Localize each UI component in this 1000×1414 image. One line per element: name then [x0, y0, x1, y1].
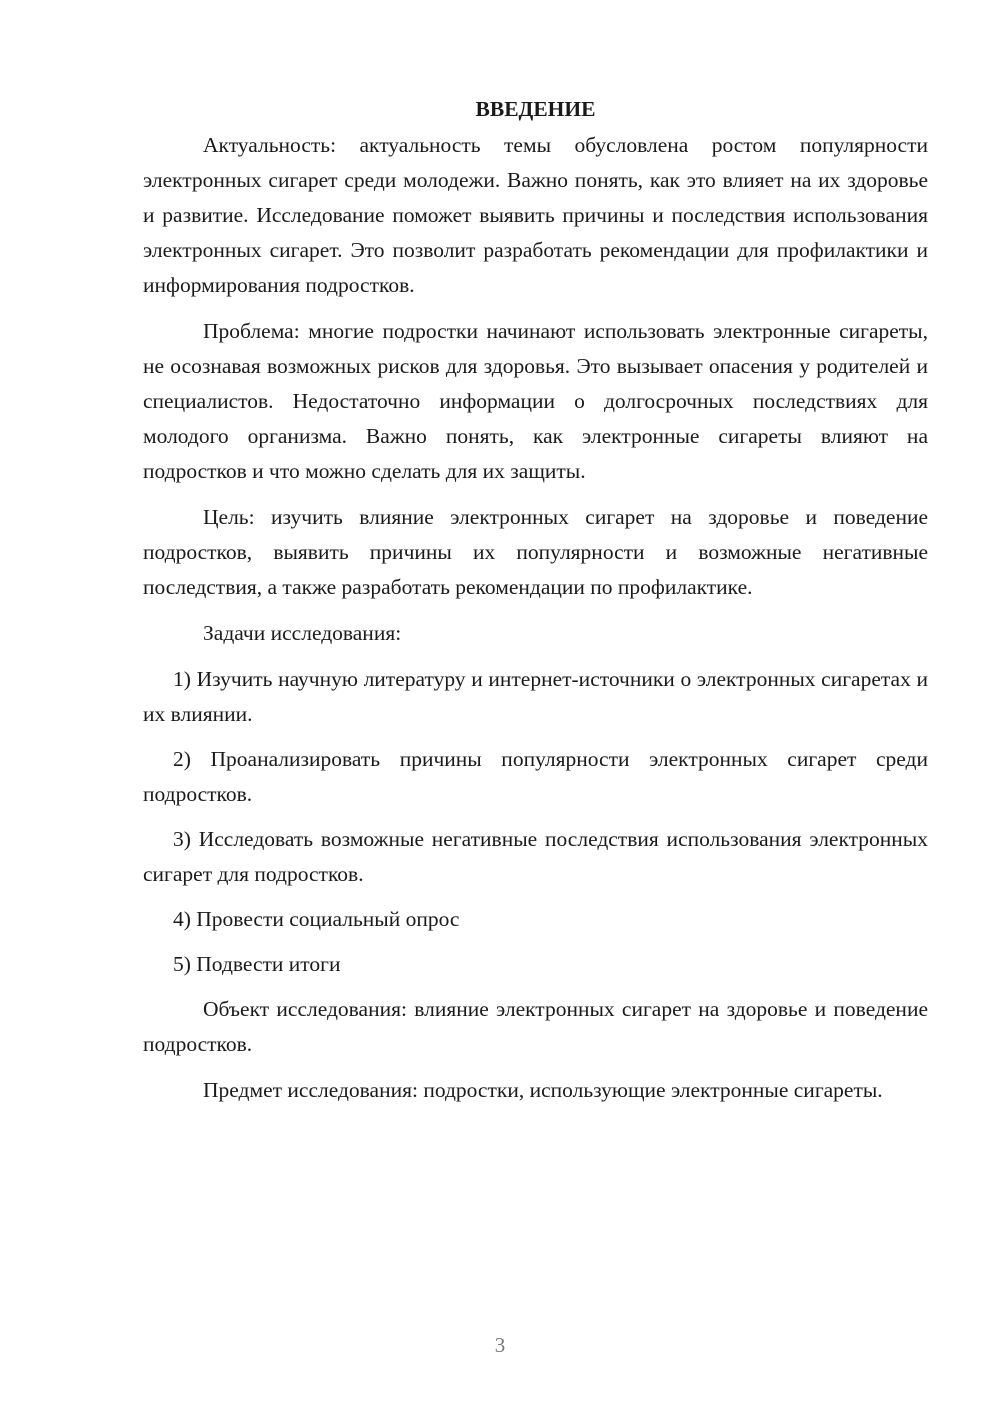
task-item: 2) Проанализировать причины популярности электронных сигарет среди подростков. — [143, 747, 928, 806]
document-page — [143, 92, 928, 1119]
problem-paragraph: Проблема: многие подростки начинают использовать электронные сигареты, не осознавая возможных рисков для здоровья. Это вызывает опасения у родителей и специалистов. Недостаточно информации о долгосрочных последствиях для молодого организма. Важно понять, как электронные сигареты влияют на подростков и что можно сделать для их защиты. — [143, 319, 928, 483]
goal-paragraph: Цель: изучить влияние электронных сигарет на здоровье и поведение подростков, выявить причины их популярности и возможные негативные последствия, а также разработать рекомендации по профилактике. — [143, 505, 928, 599]
research-subject-paragraph: Предмет исследования: подростки, использующие электронные сигареты. — [203, 1078, 883, 1102]
section-title: ВВЕДЕНИЕ — [475, 97, 596, 121]
research-object-paragraph: Объект исследования: влияние электронных сигарет на здоровье и поведение подростков. — [143, 997, 928, 1056]
tasks-heading: Задачи исследования: — [203, 621, 402, 645]
task-item: 1) Изучить научную литературу и интернет-источники о электронных сигаретах и их влиянии. — [143, 667, 928, 726]
task-item: 3) Исследовать возможные негативные последствия использования электронных сигарет для подростков. — [143, 827, 928, 886]
task-item: 5) Подвести итоги — [173, 952, 341, 976]
relevance-paragraph: Актуальность: актуальность темы обусловлена ростом популярности электронных сигарет среди молодежи. Важно понять, как это влияет на их здоровье и развитие. Исследование поможет выявить причины и последствия использования электронных сигарет. Это позволит разработать рекомендации для профилактики и информирования подростков. — [143, 133, 928, 297]
task-item: 4) Провести социальный опрос — [173, 907, 460, 931]
page-number: 3 — [494, 1333, 506, 1357]
